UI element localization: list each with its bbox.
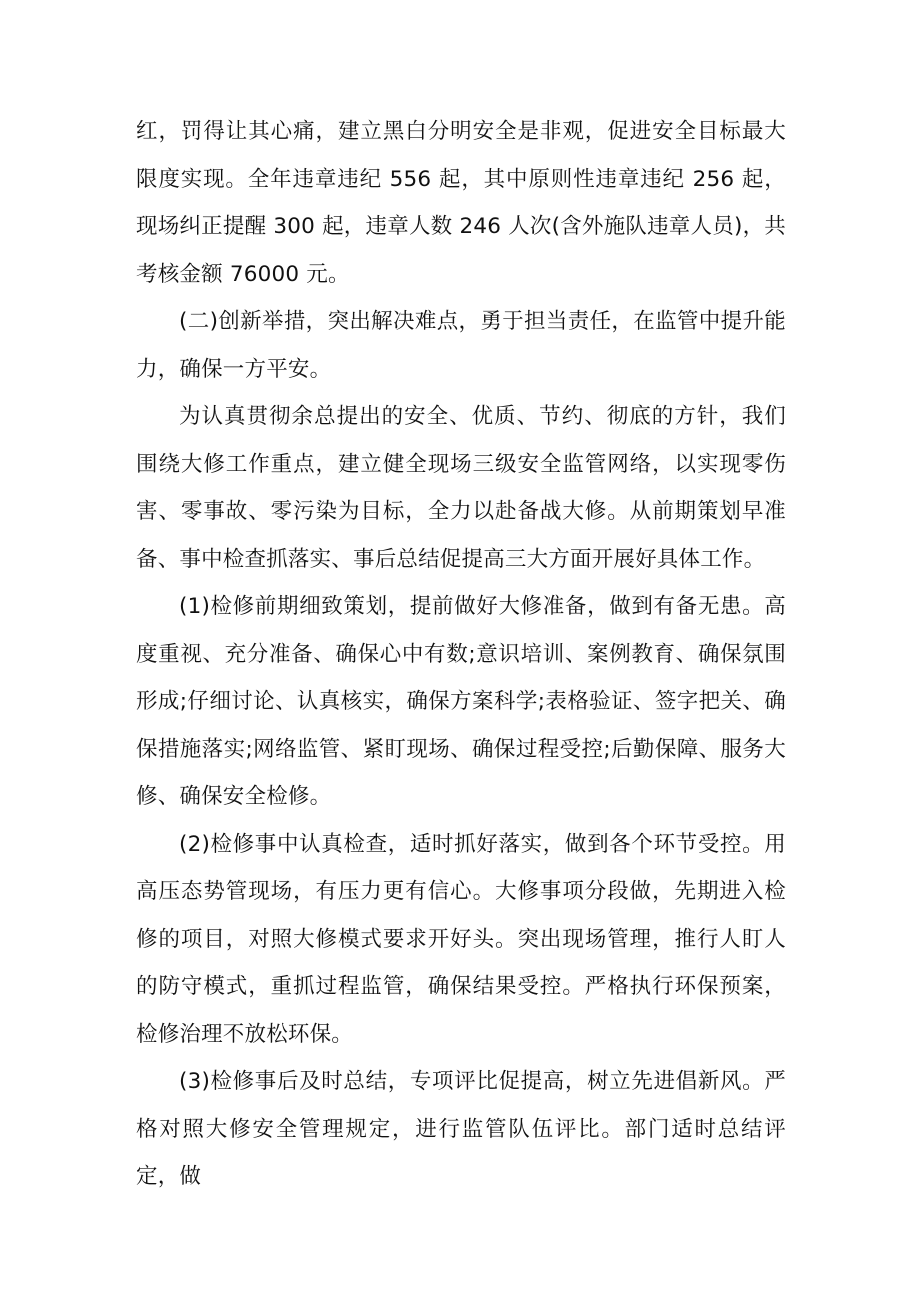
paragraph-3: 为认真贯彻余总提出的安全、优质、节约、彻底的方针，我们围绕大修工作重点，建立健全现场三级安全监管网络，以实现零伤害、零事故、零污染为目标，全力以赴备战大修。从前期策划早准备、事中检查抓落实、事后总结促提高三大方面开展好具体工作。 <box>136 404 786 572</box>
paragraph-6: (3)检修事后及时总结，专项评比促提高，树立先进倡新风。严格对照大修安全管理规定，进行监管队伍评比。部门适时总结评定，做 <box>136 1069 786 1189</box>
paragraph-2: (二)创新举措，突出解决难点，勇于担当责任，在监管中提升能力，确保一方平安。 <box>136 309 786 382</box>
paragraph-1: 红，罚得让其心痛，建立黑白分明安全是非观，促进安全目标最大限度实现。全年违章违纪 556 起，其中原则性违章违纪 256 起，现场纠正提醒 300 起，违章人数 246 人次(含外施队违章人员)，共考核金额 76000 元。 <box>136 119 786 287</box>
paragraph-5: (2)检修事中认真检查，适时抓好落实，做到各个环节受控。用高压态势管现场，有压力更有信心。大修事项分段做，先期进入检修的项目，对照大修模式要求开好头。突出现场管理，推行人盯人的防守模式，重抓过程监管，确保结果受控。严格执行环保预案，检修治理不放松环保。 <box>136 831 786 1047</box>
paragraph-4: (1)检修前期细致策划，提前做好大修准备，做到有备无患。高度重视、充分准备、确保心中有数;意识培训、案例教育、确保氛围形成;仔细讨论、认真核实，确保方案科学;表格验证、签字把关、确保措施落实;网络监管、紧盯现场、确保过程受控;后勤保障、服务大修、确保安全检修。 <box>136 594 786 809</box>
document-body <box>136 108 786 1201</box>
